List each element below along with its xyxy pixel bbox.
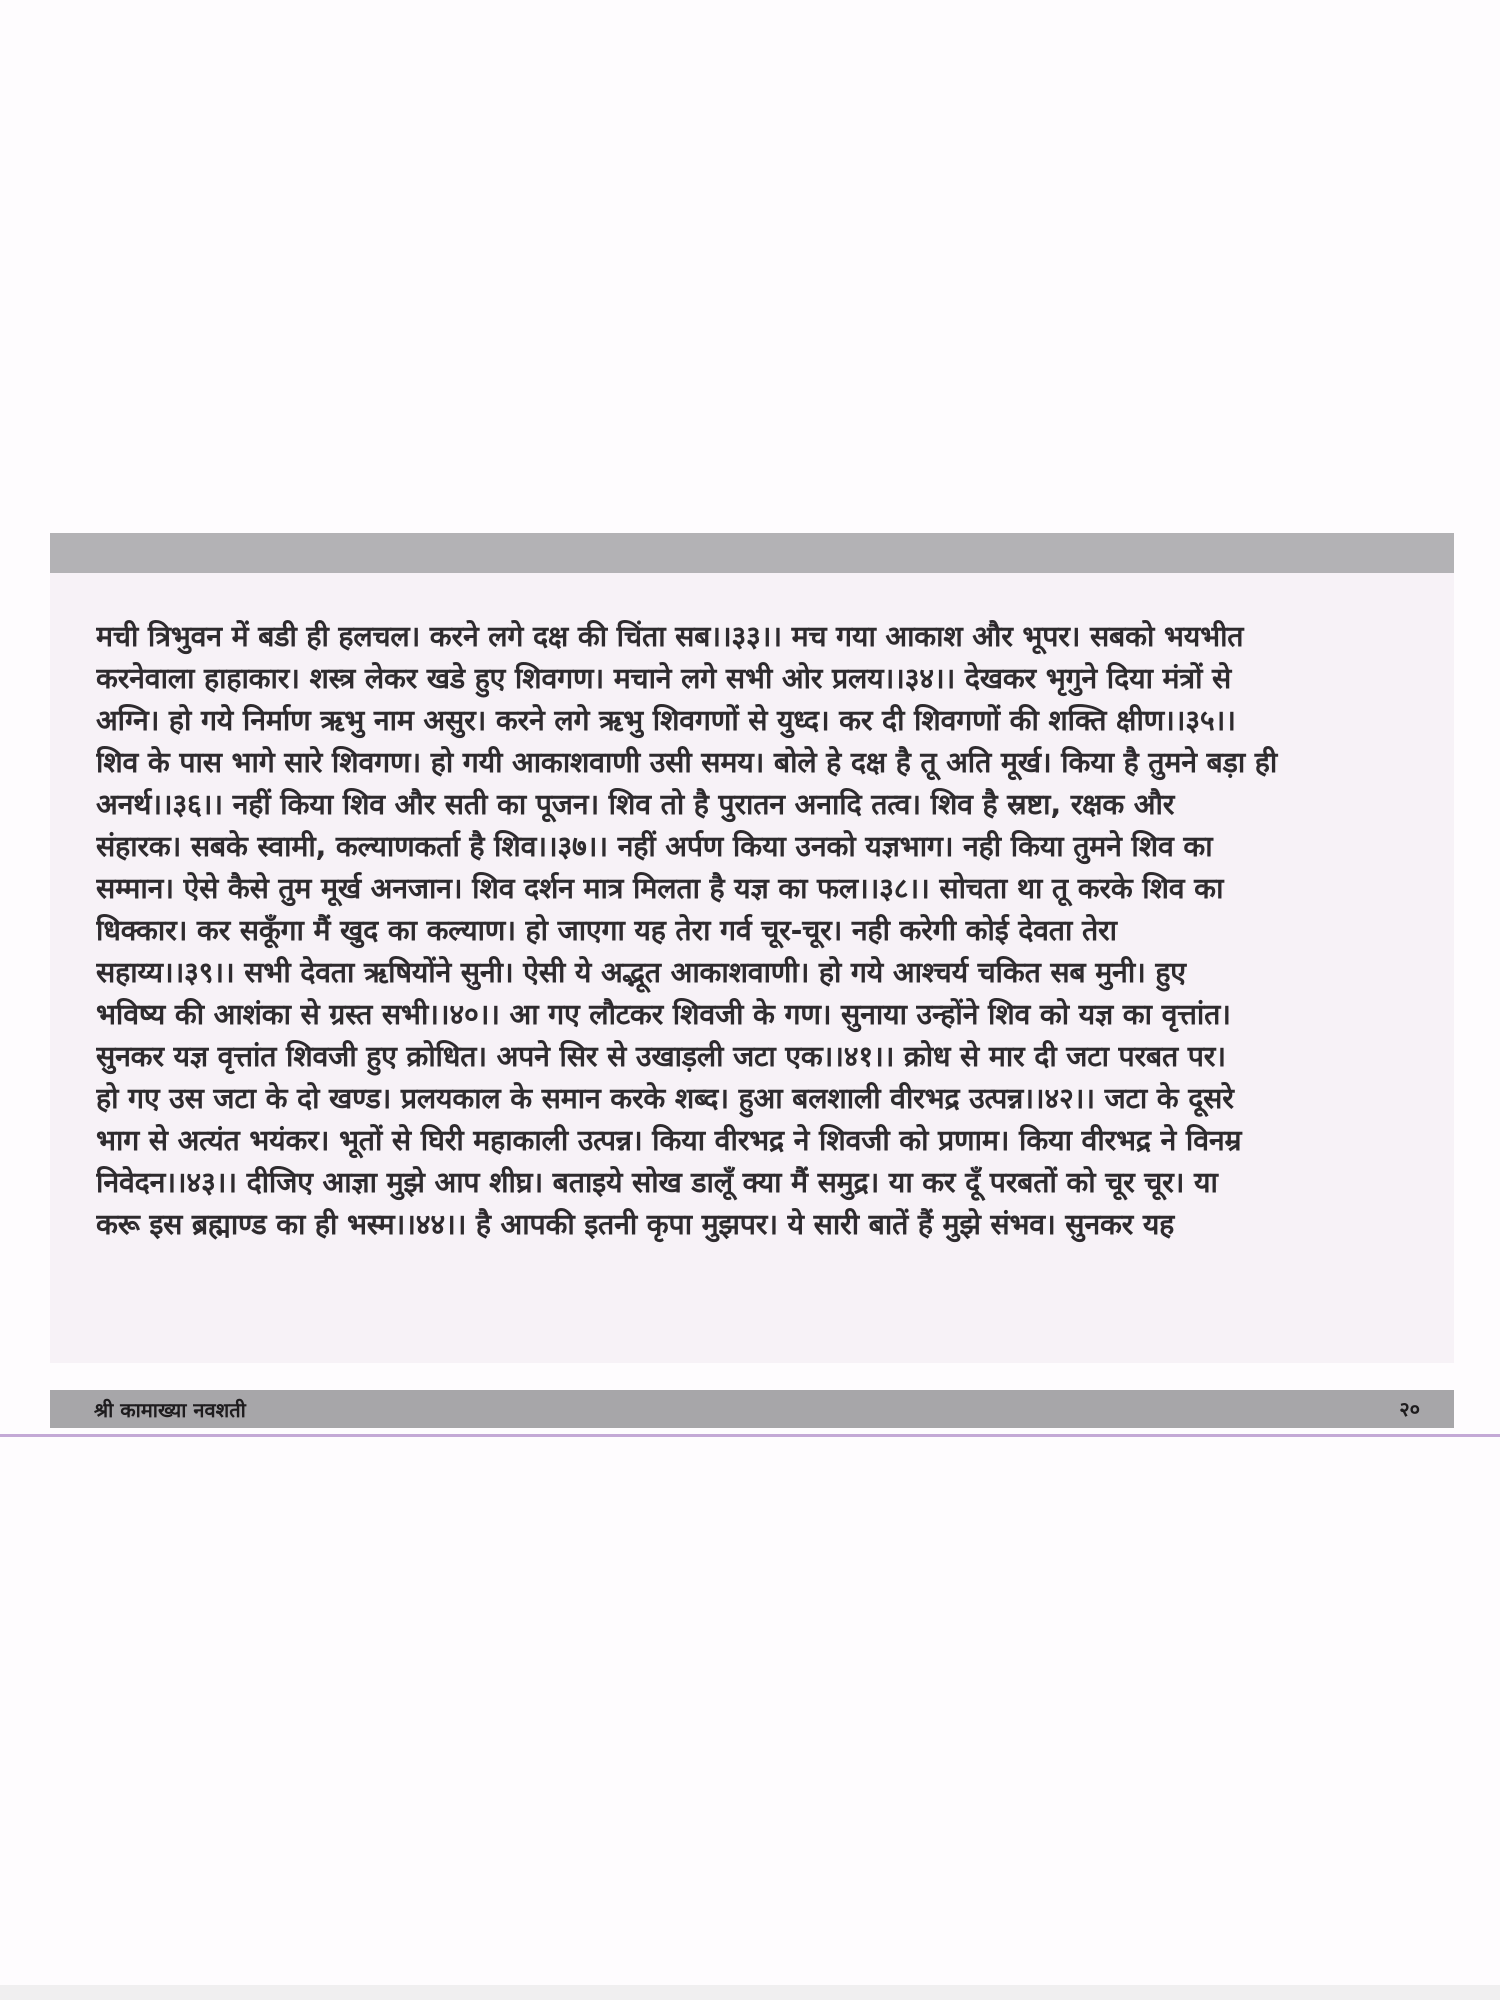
text-line: करनेवाला हाहाकार। शस्त्र लेकर खडे हुए शिवगण। मचाने लगे सभी ओर प्रलय।।३४।। देखकर भृगुने दिया मंत्रों से bbox=[96, 662, 1232, 695]
text-line: करू इस ब्रह्माण्ड का ही भस्म।।४४।। है आपकी इतनी कृपा मुझपर। ये सारी बातें हैं मुझे संभव। सुनकर यह bbox=[96, 1208, 1175, 1241]
text-line: शिव के पास भागे सारे शिवगण। हो गयी आकाशवाणी उसी समय। बोले हे दक्ष है तू अति मूर्ख। किया है तुमने बड़ा ही bbox=[96, 746, 1278, 779]
text-line: अग्नि। हो गये निर्माण ऋभु नाम असुर। करने लगे ऋभु शिवगणों से युध्द। कर दी शिवगणों की शक्ति क्षीण।।३५।। bbox=[96, 704, 1236, 737]
text-line: हो गए उस जटा के दो खण्ड। प्रलयकाल के समान करके शब्द। हुआ बलशाली वीरभद्र उत्पन्न।।४२।। जटा के दूसरे bbox=[96, 1082, 1234, 1115]
text-line: सम्मान। ऐसे कैसे तुम मूर्ख अनजान। शिव दर्शन मात्र मिलता है यज्ञ का फल।।३८।। सोचता था तू करके शिव का bbox=[96, 872, 1224, 905]
bottom-strip bbox=[0, 1985, 1500, 2000]
text-line: अनर्थ।।३६।। नहीं किया शिव और सती का पूजन। शिव तो है पुरातन अनादि तत्व। शिव है स्रष्टा, रक्षक और bbox=[96, 788, 1175, 821]
text-line: मची त्रिभुवन में बडी ही हलचल। करने लगे दक्ष की चिंता सब।।३३।। मच गया आकाश और भूपर। सबको भयभीत bbox=[96, 620, 1244, 653]
text-line: धिक्कार। कर सकूँगा मैं खुद का कल्याण। हो जाएगा यह तेरा गर्व चूर-चूर। नही करेगी कोई देवता तेरा bbox=[96, 914, 1117, 947]
page-number: २० bbox=[1399, 1397, 1420, 1421]
text-line: भाग से अत्यंत भयंकर। भूतों से घिरी महाकाली उत्पन्न। किया वीरभद्र ने शिवजी को प्रणाम। किया वीरभद्र ने विनम्र bbox=[96, 1124, 1242, 1157]
text-line: भविष्य की आशंका से ग्रस्त सभी।।४०।। आ गए लौटकर शिवजी के गण। सुनाया उन्होंने शिव को यज्ञ का वृत्तांत। bbox=[96, 998, 1231, 1031]
body-text bbox=[96, 616, 1416, 1246]
text-line: सहाय्य।।३९।। सभी देवता ऋषियोंने सुनी। ऐसी ये अद्भूत आकाशवाणी। हो गये आश्चर्य चकित सब मुनी। हुए bbox=[96, 956, 1186, 989]
page-edge-divider bbox=[0, 1434, 1500, 1437]
book-title: श्री कामाख्या नवशती bbox=[94, 1398, 246, 1422]
header-band bbox=[50, 533, 1454, 573]
text-line: संहारक। सबके स्वामी, कल्याणकर्ता है शिव।।३७।। नहीं अर्पण किया उनको यज्ञभाग। नही किया तुमने शिव का bbox=[96, 830, 1213, 863]
text-line: सुनकर यज्ञ वृत्तांत शिवजी हुए क्रोधित। अपने सिर से उखाड़ली जटा एक।।४१।। क्रोध से मार दी जटा परबत पर। bbox=[96, 1040, 1226, 1073]
footer-band bbox=[50, 1390, 1454, 1428]
text-line: निवेदन।।४३।। दीजिए आज्ञा मुझे आप शीघ्र। बताइये सोख डालूँ क्या मैं समुद्र। या कर दूँ परबतों को चूर चूर। या bbox=[96, 1166, 1218, 1199]
